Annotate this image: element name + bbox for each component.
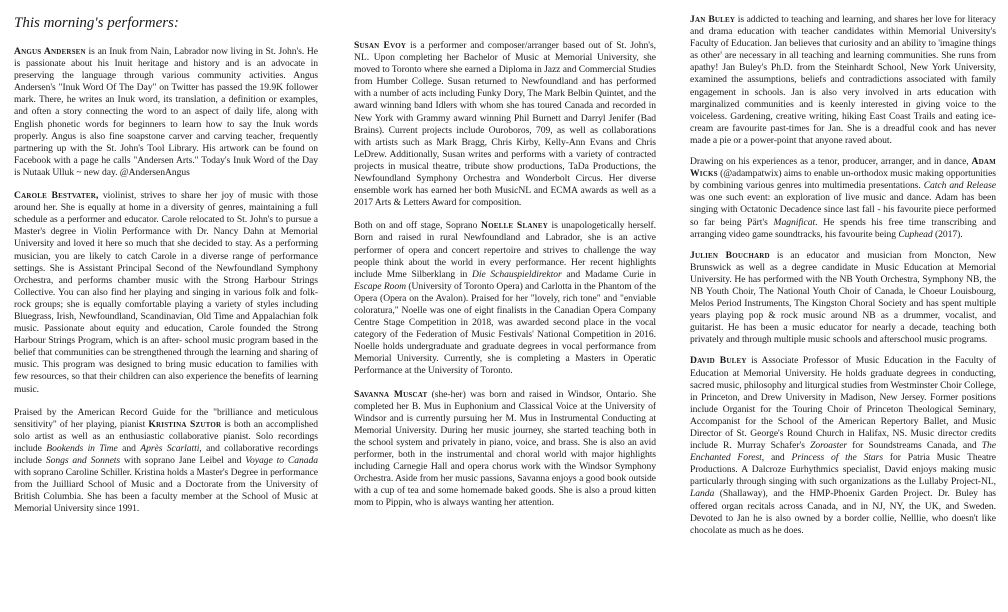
album-title: Songs and Sonnets: [45, 455, 121, 466]
work-title: Princess of the Stars: [791, 452, 884, 464]
album-title: Bookends in Time: [46, 442, 118, 454]
bio-julien-bouchard: [690, 250, 996, 347]
bio-text: is a performer and composer/arranger based out of St. John's, NL. Upon completing her Bachelor of Music at Memorial University, she moved to Toronto where she earned a Diploma in Jazz and Commercial Studies from Humber College. Susan returned to Newfoundland and has performed with a number of acts including Funky Dory, The Mark Belbin Quintet, and the award winning band Idlers with whom she has toured Canada and recorded in New York with Grammy award winning Phil Burnett and Darryl Jenifer (Bad Brains). Current projects include Ouroboros, 709, as well as collaborations with artists such as Mark Bragg, Chris Kirby, Kelly-Ann Evans and Chris LeDrew. Additionally, Susan writes and performs with a variety of contracted projects in musical theatre, tribute show productions, TaDa Productions, the Newfoundland Symphony Orchestra and Wonderbolt Circus. Her diverse ensemble work has earned her both MusicNL and ECMA awards as well as a 2017 Arts & Letters Award for composition.: [354, 40, 657, 209]
bio-noelle-slaney: [354, 220, 656, 377]
bio-text: is an educator and musician from Moncton, New Brunswick as well as a degree candidate in Music Education at Memorial University. He has performed with the NB Youth Orchestra, Symphony NB, the NB Youth Choir, The National Youth Choir of Canada, le Choeur Louisbourg, Melos Period Instruments, The Kingston Choral Society and has spent multiple years playing pop & rock music around NB as a drummer, vocalist, and guitarist. He has been a music educator for nearly a decade, teaching both privately and through multiple music schools and afterschool music programs.: [690, 249, 996, 346]
bio-angus-andersen: [14, 46, 318, 179]
bio-text: Praised by the American Record Guide for the "brilliance and meticulous sensitivity" of her playing, pianist: [14, 406, 318, 430]
bio-text: is unapologetically herself. Born and raised in rural Newfoundland and Labrador, she is an active performer of opera and concert repertoire and strives to challenge the way people think about the world in every performance. Her recent highlights include Mme Silberklang in: [354, 220, 657, 280]
bio-susan-evoy: [354, 40, 656, 209]
bio-text: Drawing on his experiences as a tenor, producer, arranger, and in dance,: [690, 156, 972, 168]
bio-text: is both an accomplished solo artist as well as an enthusiastic collaborative pianist. Solo recordings include: [14, 418, 319, 454]
column-right: [690, 0, 996, 537]
bio-text: . He spends his free time transcribing and arranging video game soundtracks, his favourite being: [690, 216, 996, 240]
column-middle: [354, 0, 656, 509]
bio-savanna-muscat: [354, 389, 656, 510]
bio-text: (@adampatwix) aims to enable un-orthodox music making opportunities by combining various genres into multimedia presentations.: [690, 168, 996, 192]
bio-text: for Patria Music Theatre Productions. A Dalcroze Eurhythmics specialist, David enjoys making music particularly through singing with such organizations as the Lullaby Project-NL,: [690, 452, 996, 488]
performer-name: Julien Bouchard: [690, 249, 770, 261]
performer-name: Noelle Slaney: [480, 220, 548, 232]
work-title: The Enchanted Forest: [690, 440, 996, 464]
album-title: Après Scarlatti: [140, 442, 200, 454]
performer-name: David Buley: [690, 355, 747, 367]
bio-text: and: [117, 442, 141, 454]
performer-name: Carole Bestvater,: [14, 190, 99, 202]
bio-kristina-szutor: [14, 407, 318, 516]
bio-text: violinist, strives to share her joy of music with those around her. She is equally at home in a diversity of genres, maintaining a full schedule as a performer and educator. Carole relocated to St. John's to pursue a Master's degree in Violin Performance with Dr. Nancy Dahn at Memorial University and loved it here so much that she decided to stay. As a performing musician, you are likely to catch Carole in a diverse range of performance settings. She is Assistant Principal Second of the Newfoundland Symphony Orchestra, and performs chamber music with the Strong Harbour Strings Collective. You can also find her playing and singing in various folk and folk-rock groups; she is equally comfortable playing a variety of styles including Bluegrass, Irish, Newfoundland, Scandinavian, Old Time and Appalachian folk music. Passionate about equity and education, Carole founded the Strong Harbour Strings Program, which is an after- school music program based in the belief that communities can be strengthened through the learning and sharing of music. This program was designed to bring music education to families with few resources, so that their children can also experience the benefits of learning music.: [14, 190, 318, 395]
bio-text: is Associate Professor of Music Education in the Faculty of Education at Memorial University. He holds graduate degrees in conducting, sacred music, philosophy and liturgical studies from Westminster Choir College, in Princeton, and Drew University in Madison, New Jersey. Former positions include Organist for the Touring Choir of Princeton Theological Seminary, Accompanist for the School of the American Repertory Ballet, and Music Director of St. George's Round Church in Halifax, NS. Music director credits include R. Murray Schafer's: [690, 355, 996, 452]
performer-name: Jan Buley: [690, 14, 736, 25]
work-title: Landa: [690, 488, 715, 500]
bio-david-buley: [690, 355, 996, 536]
performer-name: Susan Evoy: [354, 40, 407, 51]
bio-text: is an Inuk from Nain, Labrador now living in St. John's. He is passionate about his Inuit heritage and history and is an advocate in preserving the language through various community activities. Angus Andersen's "Inuk Word Of The Day" on Twitter has passed the 19.9K follower mark. There, he writes an Inuk word, its translation, a definition or examples, and often a story connecting the word to an aspect of daily life, along with English phonetic words for beginners to learn how to say the Inuk words properly. Angus is also fine soapstone carver and carving teacher, frequently partnering up with the St. John's Tool Library. His artwork can be found on Facebook with a page he calls "Andersen Arts." Today's Inuk Word of the Day is Nutaak Ulluk ~ new day. @AndersenAngus: [14, 46, 318, 178]
bio-text: , and collaborative recordings include: [14, 442, 319, 466]
bio-text: is addicted to teaching and learning, and shares her love for literacy and drama education with teacher candidates within Memorial University's Faculty of Education. Jan believes that curiosity and an ability to 'imagine things as other' are necessary in all teaching and learning communities. She runs from apathy! Jan Buley's Ph.D. from the Steinhardt School, New York University, examined the assumptions, beliefs and contradictions associated with family engagement in schools. Jan is also very involved in arts education with marginalized communities and is keenly interested in giving voice to the voiceless. Gardening, creative writing, hiking East Coast Trails and eating ice-cream are favourite past-times for Jan. She is a dreadful cook and has never made a pie or a power-point that anyone raved about.: [690, 14, 997, 146]
bio-text: Both on and off stage, Soprano: [354, 220, 481, 232]
bio-text: with soprano Caroline Schiller. Kristina holds a Master's Degree in performance from the Juilliard School of Music and a Doctorate from the University of British Columbia. She has been a faculty member at the School of Music at Memorial University since 1991.: [14, 467, 318, 515]
bio-text: and Madame Curie in: [561, 268, 656, 280]
bio-text: , and: [761, 452, 792, 464]
bio-text: (2017).: [932, 228, 963, 240]
bio-carole-bestvater: [14, 190, 318, 396]
role-title: Die Schauspieldirektor: [471, 268, 562, 280]
performer-name: Savanna Muscat: [354, 388, 428, 400]
performer-name: Kristina Szutor: [148, 418, 222, 430]
performer-name: Angus Andersen: [14, 46, 86, 57]
role-title: Escape Room: [354, 280, 406, 292]
bio-text: (she-her) was born and raised in Windsor, Ontario. She completed her B. Mus in Euphonium and Classical Voice at the University of Windsor and is currently pursuing her M. Mus in Instrumental Conducting at Memorial University. During her music journey, she started teaching both in the school system and privately in piano, voice, and brass. She is also an avid performer, both in the instrumental and choral world with major highlights including Carnegie Hall and opera chorus work with the Windsor Symphony Orchestra. Aside from her music passions, Savanna enjoys a good book outside with a cup of tea and some homemade baked goods. She is also a proud kitten mom to Pippin, who is always wanting her attention.: [354, 388, 656, 509]
bio-text: was one such event: an exploration of live music and dance. Adam has been singing with Octatonic Decadence since last fall - his favourite piece performed so far being Pärt's: [690, 192, 996, 228]
bio-text: (University of Toronto Opera) and Carlotta in the Phantom of the Opera (Opera on the Avalon). Praised for her "lovely, rich tone" and "enviable coloratura," Noelle was one of eight finalists in the Canadian Opera Company Centre Stage Competition in 2018, was awarded second place in the vocal category of the Federation of Music Festivals' National Competition in 2016. Noelle holds undergraduate and graduate degrees in vocal performance from Memorial University. Currently, she is completing a Masters in Operatic Performance at the University of Toronto.: [354, 280, 656, 377]
event-title: Catch and Release: [923, 180, 996, 192]
bio-adam-wicks: [690, 156, 996, 241]
game-title: Cuphead: [898, 228, 933, 240]
column-left: [14, 0, 318, 515]
bio-text: with soprano Jane Leibel and: [120, 455, 246, 466]
work-title: Zoroaster: [810, 440, 848, 452]
album-title: Voyage to Canada: [245, 455, 318, 466]
page-heading: This morning's performers:: [14, 15, 179, 31]
piece-title: Magnificat: [773, 216, 816, 228]
bio-text: for Soundstreams Canada, and: [847, 440, 982, 452]
bio-jan-buley: [690, 14, 996, 147]
bio-text: (Shallaway), and the HMP-Phoenix Garden Project. Dr. Buley has offered organ recitals across Canada, and in NJ, NY, the UK, and Sweden. Devoted to Jan he is also owned by a border collie, Nelllie, who doesn't like chocolate as much as he does.: [690, 488, 996, 536]
performer-name: Adam Wicks: [690, 156, 996, 180]
